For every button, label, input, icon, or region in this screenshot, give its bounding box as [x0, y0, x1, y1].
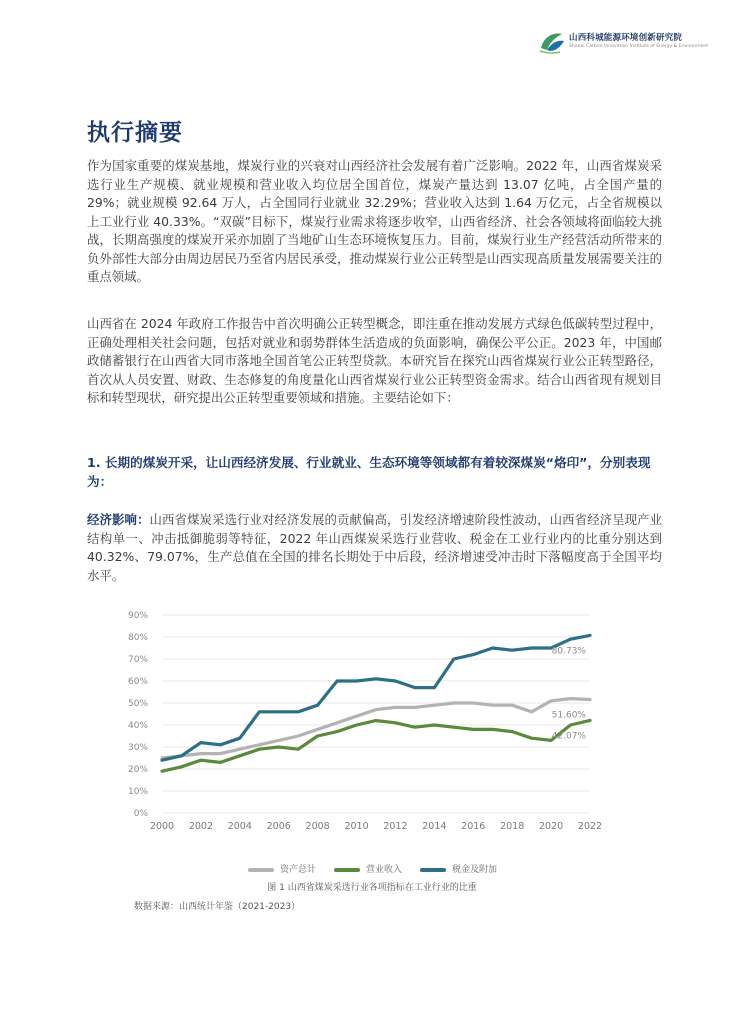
x-tick-label: 2002 — [188, 821, 214, 832]
x-tick-label: 2010 — [344, 821, 369, 832]
x-tick-label: 2016 — [461, 821, 486, 832]
economic-impact-paragraph — [87, 511, 662, 585]
x-tick-label: 2008 — [305, 821, 330, 832]
org-subtitle: Shanxi Carbon Innovation Institute of Energy & Environment — [569, 44, 709, 49]
legend-label: 营业收入 — [366, 865, 403, 875]
series-line-3 — [162, 635, 590, 760]
series-end-label: 80.73% — [551, 646, 586, 657]
y-tick-label: 80% — [127, 633, 148, 643]
x-tick-label: 2022 — [577, 821, 603, 832]
chart-legend — [248, 862, 515, 875]
y-tick-label: 0% — [133, 809, 148, 819]
y-tick-label: 40% — [127, 721, 148, 731]
y-tick-label: 90% — [127, 611, 148, 621]
x-tick-label: 2006 — [266, 821, 291, 832]
legend-label: 资产总计 — [280, 865, 317, 875]
leaf-logo-icon — [538, 28, 566, 56]
y-tick-label: 30% — [127, 743, 148, 753]
chart-caption: 图 1 山西省煤炭采选行业各项指标在工业行业的比重 — [267, 883, 477, 893]
economic-impact-text: 山西省煤炭采选行业对经济发展的贡献偏高，引发经济增速阶段性波动，山西省经济呈现产业结构单一、冲击抵御脆弱等特征，2022 年山西煤炭采选行业营收、税金在工业行业内的比重分别达到 40.32%、79.07%，生产总值在全国的排名长期处于中后段，经济增速受冲击时下落幅度高于全国平均水平。 — [87, 512, 663, 583]
y-tick-label: 70% — [127, 655, 148, 665]
x-tick-label: 2018 — [500, 821, 525, 832]
series-line-2 — [162, 720, 590, 771]
legend-swatch — [334, 868, 360, 872]
x-tick-label: 2020 — [538, 821, 564, 832]
summary-paragraph-2: 山西省在 2024 年政府工作报告中首次明确公正转型概念，即注重在推动发展方式绿色低碳转型过程中，正确处理相关社会问题，包括对就业和弱势群体生活造成的负面影响，确保公平公正。2023 年，中国邮政储蓄银行在山西省大同市落地全国首笔公正转型贷款。本研究旨在探究山西省煤炭行业公正转型路径，首次从人员安置、财政、生态修复的角度量化山西省煤炭行业公正转型资金需求。结合山西省现有规划目标和转型现状，研究提出公正转型重要领域和措施。主要结论如下： — [87, 316, 662, 405]
coal-share-line-chart — [118, 603, 618, 853]
x-tick-label: 2014 — [422, 821, 447, 832]
series-end-label: 51.60% — [551, 710, 586, 721]
x-tick-label: 2000 — [149, 821, 175, 832]
data-source: 数据来源：山西统计年鉴（2021-2023） — [134, 902, 301, 912]
series-line-1 — [162, 699, 590, 758]
org-name: 山西科城能源环境创新研究院 — [569, 33, 683, 43]
legend-label: 税金及附加 — [452, 865, 498, 875]
legend-swatch — [420, 868, 446, 872]
page-title: 执行摘要 — [87, 120, 183, 146]
economic-impact-label: 经济影响： — [87, 512, 150, 527]
y-tick-label: 60% — [127, 677, 148, 687]
org-logo — [538, 28, 708, 58]
finding-heading-1: 1. 长期的煤炭开采，让山西经济发展、行业就业、生态环境等领域都有着较深煤炭“烙印”，分别表现为： — [87, 455, 651, 489]
legend-item — [334, 862, 402, 875]
y-tick-label: 50% — [127, 699, 148, 709]
legend-item — [420, 862, 497, 875]
series-end-label: 42.07% — [551, 731, 586, 742]
legend-swatch — [248, 868, 274, 872]
summary-paragraph-1: 作为国家重要的煤炭基地，煤炭行业的兴衰对山西经济社会发展有着广泛影响。2022 年，山西省煤炭采选行业生产规模、就业规模和营业收入均位居全国首位，煤炭产量达到 13.07 亿吨，占全国产量的 29%；就业规模 92.64 万人，占全国同行业就业 32.29%；营业收入达到 1.64 万亿元，占全省规模以上工业行业 40.33%。“双碳”目标下，煤炭行业需求将逐步收窄，山西省经济、社会各领域将面临较大挑战，长期高强度的煤炭开采亦加剧了当地矿山生态环境恢复压力。目前，煤炭行业生产经营活动所带来的负外部性大部分由周边居民乃至省内居民承受，推动煤炭行业公正转型是山西实现高质量发展需要关注的重点领域。 — [87, 158, 662, 284]
x-tick-label: 2004 — [227, 821, 252, 832]
legend-item — [248, 862, 316, 875]
y-tick-label: 20% — [127, 765, 148, 775]
x-tick-label: 2012 — [383, 821, 408, 832]
y-tick-label: 10% — [127, 787, 148, 797]
